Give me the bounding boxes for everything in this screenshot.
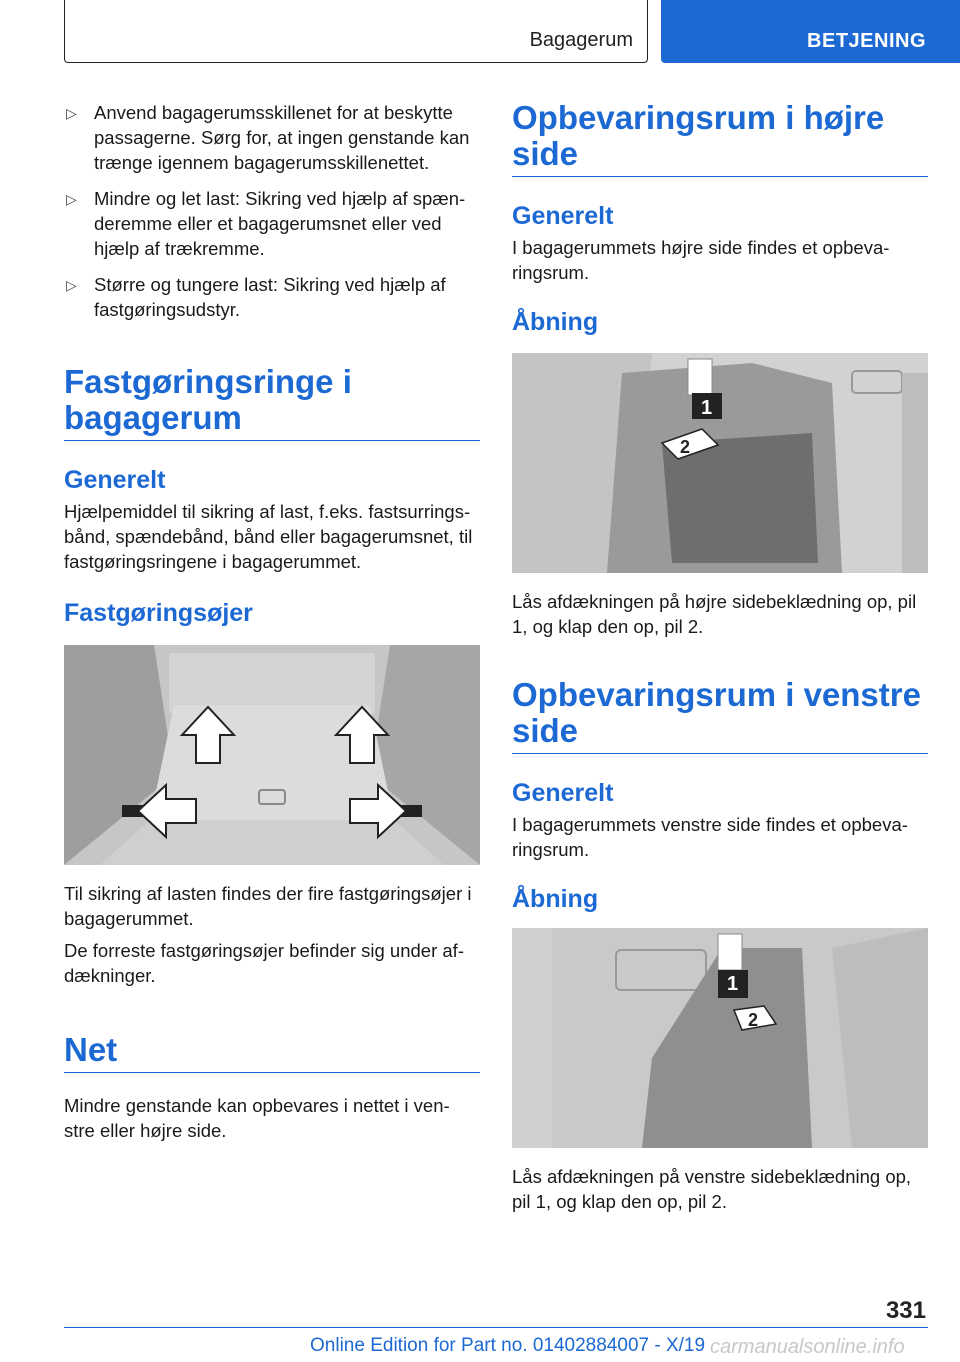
edition-text: Online Edition for Part no. 01402884007 - X/19 <box>310 1335 706 1356</box>
heading-opening-left: Åbning <box>512 885 599 913</box>
header-section-box <box>64 0 648 63</box>
list-item: ▷ Større og tungere last: Sikring ved hjælp af fastgøringsudstyr. <box>66 274 446 320</box>
svg-text:1: 1 <box>701 397 713 419</box>
heading-rings: Fastgøringsringe i bagagerum <box>64 364 480 441</box>
opening-left-caption: Lås afdækningen på venstre sidebeklædning op, pil 1, og klap den op, pil 2. <box>512 1166 912 1212</box>
svg-text:2: 2 <box>680 437 691 457</box>
left-storage-image <box>512 928 928 1148</box>
list-item: ▷ Anvend bagagerumsskillenet for at beskytte passagerne. Sørg for, at ingen genstande kan trænge igennem bagagerumsskillenettet. <box>66 102 470 173</box>
heading-left-storage: Opbevaringsrum i venstre side <box>512 677 928 754</box>
cargo-area-image <box>64 645 480 865</box>
eyes-text-1: Til sikring af lasten findes der fire fastgøringsøjer i bagagerummet. <box>64 883 472 929</box>
general-left-text: I bagagerummets venstre side findes et opbeva-ringsrum. <box>512 814 908 860</box>
svg-text:2: 2 <box>748 1010 759 1030</box>
header-chapter-title: BETJENING <box>807 30 926 52</box>
page-number: 331 <box>885 1297 926 1324</box>
heading-general-left: Generelt <box>512 779 614 807</box>
triangle-bullet-icon: ▷ <box>66 105 77 121</box>
triangle-bullet-icon: ▷ <box>66 191 77 207</box>
svg-text:1: 1 <box>727 973 739 995</box>
right-column <box>512 100 928 1214</box>
heading-general-right: Generelt <box>512 202 614 230</box>
footer-divider <box>64 1327 928 1328</box>
eyes-text-2: De forreste fastgøringsøjer befinder sig under af-dækninger. <box>64 940 464 986</box>
opening-right-caption: Lås afdækningen på højre sidebeklædning op, pil 1, og klap den op, pil 2. <box>512 591 917 637</box>
list-item: ▷ Mindre og let last: Sikring ved hjælp af spæn-deremme eller et bagagerumsnet eller ved hjælp af trækremme. <box>66 188 466 259</box>
triangle-bullet-icon: ▷ <box>66 277 77 293</box>
header-section-title: Bagagerum <box>529 29 633 51</box>
left-column <box>64 100 480 1143</box>
general-text: Hjælpemiddel til sikring af last, f.eks. fastsurrings-bånd, spændebånd, bånd eller bagagerumsnet, til fastgøringsringene i bagagerummet. <box>64 501 473 572</box>
bullet-list <box>64 100 480 322</box>
watermark: carmanualsonline.info <box>710 1336 905 1358</box>
header-chapter-tab <box>661 0 960 63</box>
heading-eyes: Fastgøringsøjer <box>64 599 253 627</box>
general-right-text: I bagagerummets højre side findes et opbeva-ringsrum. <box>512 237 890 283</box>
heading-right-storage: Opbevaringsrum i højre side <box>512 100 928 177</box>
heading-net: Net <box>64 1032 480 1073</box>
heading-general: Generelt <box>64 466 166 494</box>
right-storage-image <box>512 353 928 573</box>
net-text: Mindre genstande kan opbevares i nettet i ven-stre eller højre side. <box>64 1095 450 1141</box>
heading-opening-right: Åbning <box>512 308 599 336</box>
